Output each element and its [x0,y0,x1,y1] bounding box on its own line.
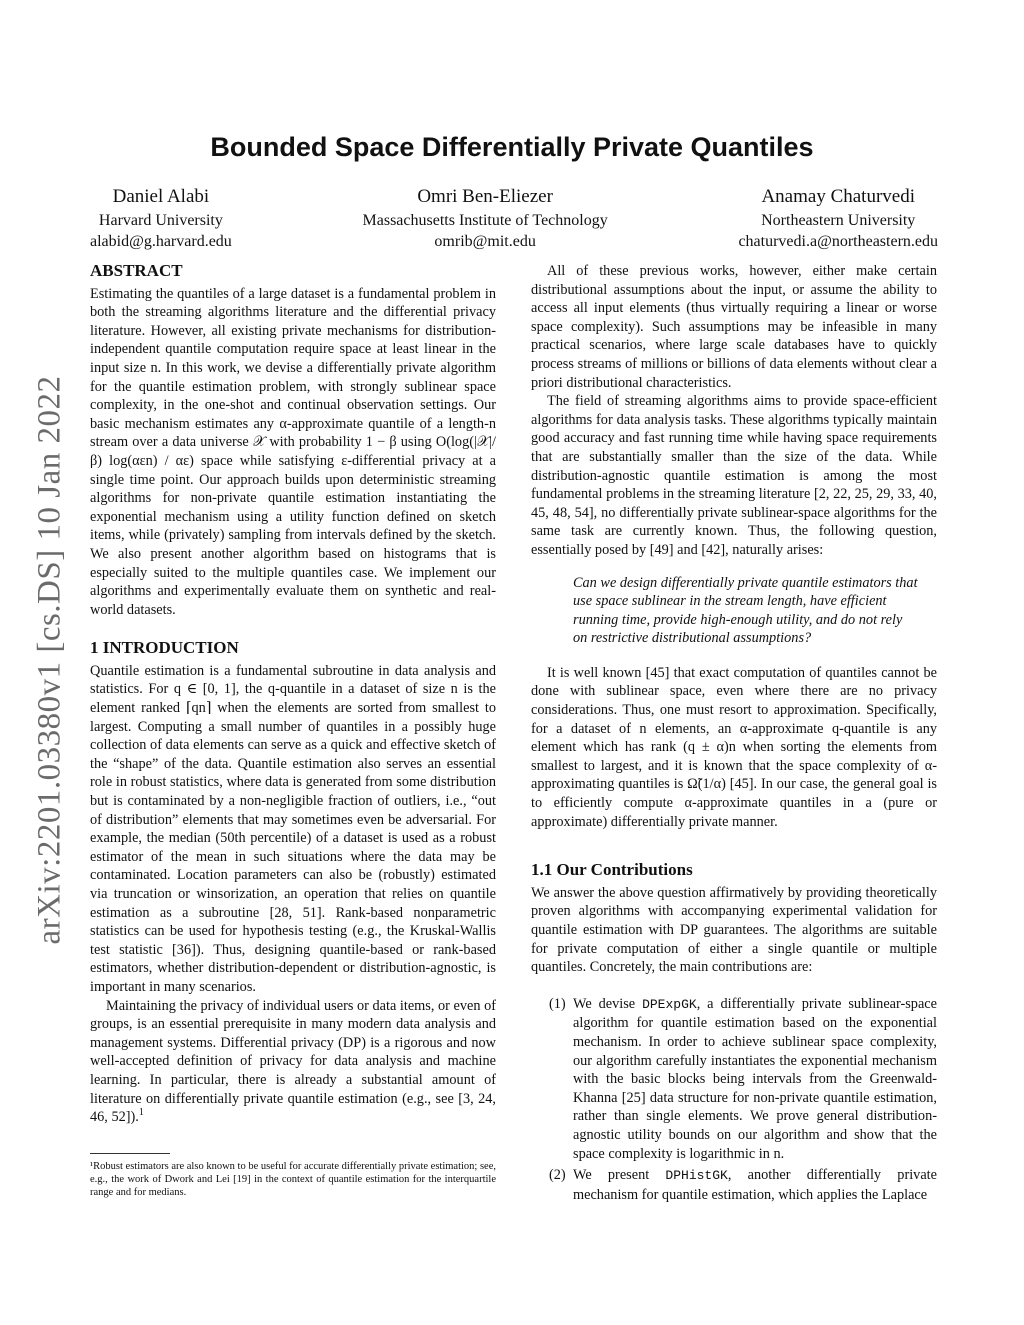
author-block [90,186,938,252]
footnote-marker: 1 [138,1107,144,1119]
list-item-lead: We present [573,1167,666,1184]
research-question [573,574,919,648]
intro-paragraph-1: Quantile estimation is a fundamental subroutine in data analysis and statistics. For q ∈ [0, 1], the q-quantile in a dataset of size n is the element ranked ⌈qn⌉ when the elements are sorted from smallest to largest. Computing a small number of quantiles in a possibly huge collection of data elements can serve as a quick and effective sketch of the “shape” of the data. Quantile estimation also serves an essential role in robust statistics, where data is generated from some distribution but is contaminated by a non-negligible fraction of outliers, i.e., “out of distribution” elements that may sometimes even be adversarial. For example, the median (50th percentile) of a dataset is used as a robust estimator of the mean in such situations where the data may be contaminated. Location parameters can also be (robustly) estimated via truncation or winsorization, an operation that relies on quantile estimation as a subroutine [28, 51]. Rank-based nonparametric statistics can be used for hypothesis testing (e.g., the Kruskal-Wallis test statistic [36]). Thus, designing quantile-based or rank-based estimators, whether distribution-dependent or distribution-agnostic, is important in many scenarios. [90,662,496,995]
contributions-list [531,995,937,1205]
footnote-rule [90,1153,170,1154]
author-email: chaturvedi.a@northeastern.edu [738,233,938,250]
list-item [531,995,937,1163]
left-column [90,262,496,1200]
right-paragraph-1: All of these previous works, however, either make certain distributional assumptions about the input, or assume the ability to access all input elements (thus virtually requiring a linear or worse space complexity). Such assumptions may be infeasible in many practical scenarios, where large scale databases have to quickly process streams of millions or billions of data elements without clear a priori distributional characteristics. [531,263,937,391]
list-item-lead: We devise [573,995,643,1012]
abstract-text: Estimating the quantiles of a large dataset is a fundamental problem in both the streaming algorithms literature and the differential privacy literature. However, all existing private mechanisms for distribution-independent quantile computation require space at least linear in the input size n. In this work, we devise a differentially private algorithm for the quantile estimation problem, with strongly sublinear space complexity, in the one-shot and continual observation settings. Our basic mechanism estimates any α-approximate quantile of a length-n stream over a data universe 𝒳 with probability 1 − β using O(log(|𝒳|/β) log(αεn) / αε) space while satisfying ε-differential privacy at a single time point. Our approach builds upon deterministic streaming algorithms for non-private quantile estimation instantiating the exponential mechanism using a utility function defined on sketch items, while (privately) sampling from intervals defined by the sketch. We also present another algorithm based on histograms that is especially suited to the multiple quantiles case. We implement our algorithms and experimentally evaluate them on synthetic and real-world datasets. [90,285,496,618]
algorithm-name: DPExpGK [642,996,697,1012]
contributions-intro: We answer the above question affirmatively by providing theoretically proven algorithms with accompanying experimental validation for quantile estimation with DP guarantees. The algorithms are suitable for private computation of either a single quantile or multiple quantiles. Concretely, the main contributions are: [531,884,937,976]
algorithm-name: DPHistGK [665,1168,728,1184]
right-paragraph-3: It is well known [45] that exact computation of quantiles cannot be done with sublinear space, even where there are no privacy considerations. Thus, one must resort to approximation. Specifically, for a dataset of n elements, an α-approximate q-quantile is any element which has rank (q ± α)n when sorting the elements from smallest to largest, and it is known that the space complexity of α-approximating quantiles is Ω̃(1/α) [45]. In our case, the general goal is to efficiently compute α-approximate quantiles in a (pure or approximate) differentially private manner. [531,664,937,830]
author-affiliation: Northeastern University [761,212,916,229]
list-item-text: , a differentially private sublinear-space algorithm for quantile estimation based on the exponential mechanism. In order to achieve sublinear space complexity, our algorithm carefully instantiates the exponential mechanism with the basic blocks being intervals from the Greenwald-Khanna [25] data structure for non-private quantile estimation, rather than single elements. We prove general distribution-agnostic utility bounds on our algorithm and show that the space complexity is logarithmic in n. [573,995,937,1162]
research-question-text: Can we design differentially private quantile estimators that use space sublinear in the stream length, have efficient running time, provide high-enough utility, and do not rely on restrictive distributional assumptions? [573,574,918,647]
author-email: alabid@g.harvard.edu [90,233,232,250]
author-1 [90,186,232,252]
author-name: Omri Ben-Eliezer [417,186,553,207]
paper-title: Bounded Space Differentially Private Quantiles [210,132,814,162]
author-email: omrib@mit.edu [434,233,536,250]
intro-paragraph-2-text: Maintaining the privacy of individual users or data items, or even of groups, is an essential prerequisite in many modern data analysis and management systems. Differential privacy (DP) is a rigorous and now well-accepted definition of privacy for data analysis and machine learning. In particular, there is already a substantial amount of literature on differentially private quantile estimation (e.g., see [3, 24, 46, 52]). [90,997,496,1126]
author-name: Anamay Chaturvedi [761,186,915,207]
author-name: Daniel Alabi [112,186,210,207]
list-item-text: , another differentially private mechanism for quantile estimation, which applies the Laplace [573,1167,937,1203]
footnote: ¹Robust estimators are also known to be useful for accurate differentially private estimation; see, e.g., the work of Dwork and Lei [19] in the context of quantile estimation for the interquartile range and for medians. [90,1160,496,1199]
list-item [531,1166,937,1204]
author-affiliation: Massachusetts Institute of Technology [362,212,608,229]
contributions-heading: 1.1 Our Contributions [531,860,693,880]
right-column [531,262,937,1207]
intro-paragraph-2 [90,997,496,1127]
abstract-heading: ABSTRACT [90,261,183,280]
arxiv-sidebar [30,360,70,960]
author-3 [738,186,938,252]
right-paragraph-2: The field of streaming algorithms aims to provide space-efficient algorithms for data analysis tasks. These algorithms typically maintain good accuracy and fast running time while having space requirements that are substantially smaller than the size of the data. While distribution-agnostic quantile estimation is among the most fundamental problems in the streaming literature [2, 22, 25, 29, 33, 40, 45, 48, 54], no differentially private sublinear-space algorithms for the same task are currently known. Thus, the following question, essentially posed by [49] and [42], naturally arises: [531,393,937,558]
author-affiliation: Harvard University [98,212,223,229]
list-item-number: (2) [549,1167,566,1184]
arxiv-identifier: arXiv:2201.03380v1 [cs.DS] 10 Jan 2022 [31,375,68,945]
intro-heading: 1 INTRODUCTION [90,638,239,658]
author-2 [363,186,608,252]
list-item-number: (1) [549,995,566,1012]
